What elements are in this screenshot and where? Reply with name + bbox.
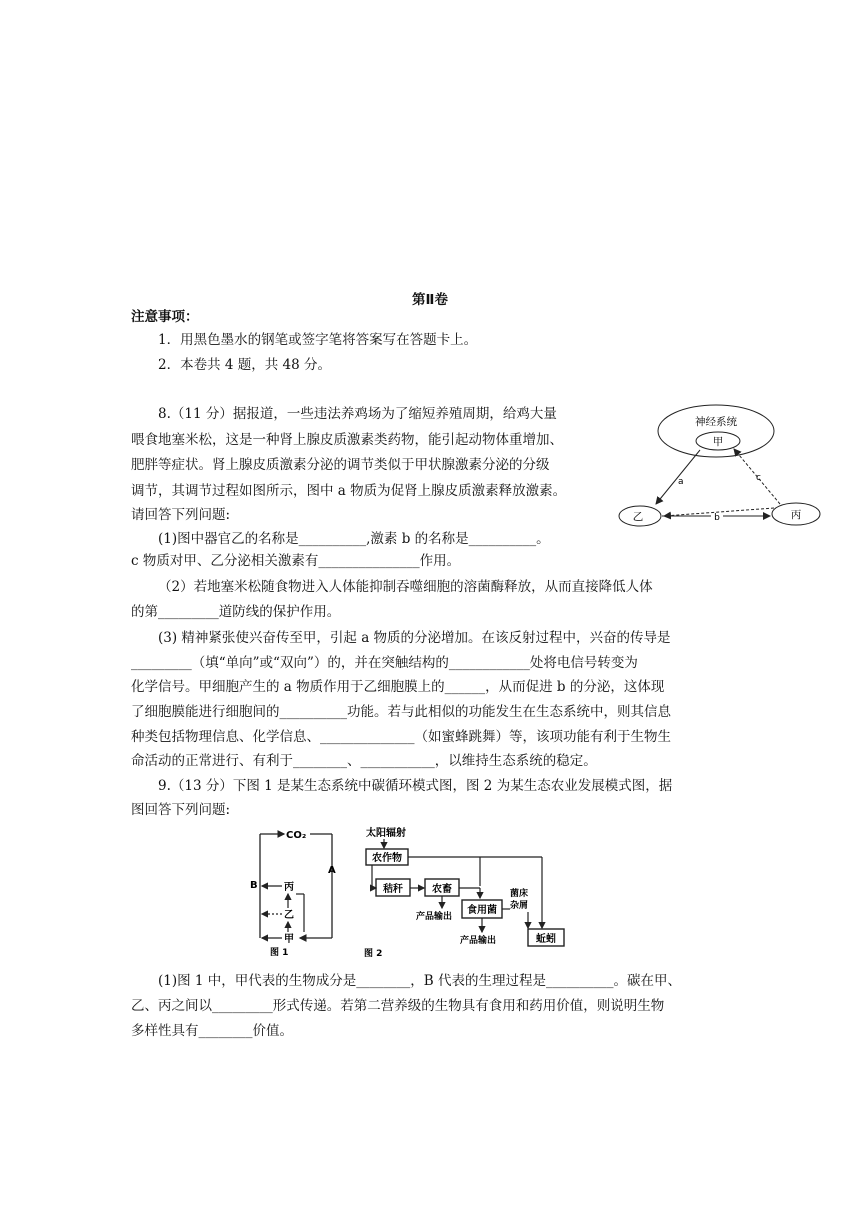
nervous-system-label: 神经系统 (695, 416, 737, 428)
q9-line: 9.（13 分）下图 1 是某生态系统中碳循环模式图，图 2 为某生态农业发展模式图，据 (158, 778, 673, 794)
q8-line: 化学信号。甲细胞产生的 a 物质作用于乙细胞膜上的______，从而促进 b 的分泌，这体现 (131, 679, 665, 695)
q8-line: 肥胖等症状。肾上腺皮质激素分泌的调节类似于甲状腺激素分泌的分级 (131, 457, 550, 473)
organ-bing-label: 丙 (790, 509, 802, 521)
mushroom-label: 食用菌 (467, 905, 497, 916)
carbon-cycle-figure (248, 826, 348, 958)
livestock-label: 农畜 (432, 884, 452, 895)
label-B: B (250, 880, 258, 891)
notice-item: 2．本卷共 4 题，共 48 分。 (158, 357, 332, 373)
label-a: a (678, 477, 684, 487)
organ-yi-label: 乙 (632, 511, 644, 523)
section-title: 第Ⅱ卷 (412, 292, 448, 308)
label-yi: 乙 (284, 910, 294, 921)
nervous-system-ellipse (658, 405, 774, 457)
q8-line: (1)图中器官乙的名称是__________,激素 b 的名称是__________。 (158, 531, 550, 547)
q8-line: _________（填“单向”或“双向”）的，并在突触结构的____________处将电信号转变为 (131, 655, 638, 671)
q8-line: 8.（11 分）据报道，一些违法养鸡场为了缩短养殖周期，给鸡大量 (158, 406, 557, 422)
crops-label: 农作物 (372, 853, 402, 864)
label-jia: 甲 (284, 934, 294, 945)
sun-label: 太阳辐射 (366, 828, 406, 839)
eco-agriculture-figure (362, 824, 568, 960)
organ-jia-label: 甲 (712, 436, 724, 448)
q8-line: 的第_________道防线的保护作用。 (131, 604, 341, 620)
q8-line: 喂食地塞米松，这是一种肾上腺皮质激素类药物，能引起动物体重增加、 (131, 432, 563, 448)
output2-label: 产品输出 (460, 936, 497, 946)
q8-line: 种类包括物理信息、化学信息、______________（如蜜蜂跳舞）等，该项功能有利于生物生 (131, 729, 671, 745)
fig1-caption: 图 1 (270, 948, 289, 958)
hormone-regulation-diagram (618, 404, 824, 532)
q8-line: c 物质对甲、乙分泌相关激素有_______________作用。 (131, 553, 461, 569)
q9-line: 多样性具有________价值。 (131, 1023, 293, 1039)
fig2-caption: 图 2 (364, 949, 383, 959)
q9-line: (1)图 1 中，甲代表的生物成分是________，B 代表的生理过程是__________。碳在甲、 (158, 973, 682, 989)
q8-line: 了细胞膜能进行细胞间的__________功能。若与此相似的功能发生在生态系统中，则其信息 (131, 704, 671, 720)
q8-line: （2）若地塞米松随食物进入人体能抑制吞噬细胞的溶菌酶释放，从而直接降低人体 (158, 579, 653, 595)
residue-label-1: 菌床 (510, 889, 529, 899)
q9-line: 乙、丙之间以_________形式传递。若第二营养级的生物具有食用和药用价值，则说明生物 (131, 998, 665, 1014)
q8-line: (3) 精神紧张使兴奋传至甲，引起 a 物质的分泌增加。在该反射过程中，兴奋的传导是 (158, 630, 671, 646)
co2-label: CO₂ (286, 830, 307, 841)
notice-heading: 注意事项： (131, 309, 199, 325)
label-c: c (756, 473, 761, 483)
q8-line: 请回答下列问题: (131, 507, 231, 523)
notice-item: 1．用黑色墨水的钢笔或签字笔将答案写在答题卡上。 (158, 332, 478, 348)
label-A: A (328, 865, 336, 876)
label-b: b (714, 513, 720, 523)
straw-label: 秸秆 (383, 884, 403, 895)
q8-line: 调节，其调节过程如图所示，图中 a 物质为促肾上腺皮质激素释放激素。 (131, 483, 567, 499)
label-bing: 丙 (284, 882, 294, 893)
earthworm-label: 蚯蚓 (536, 934, 556, 945)
output1-label: 产品输出 (416, 912, 453, 922)
residue-label-2: 杂屑 (510, 901, 529, 911)
q9-line: 图回答下列问题: (131, 802, 231, 818)
q8-line: 命活动的正常进行、有利于________、___________，以维持生态系统的稳定。 (131, 753, 597, 769)
